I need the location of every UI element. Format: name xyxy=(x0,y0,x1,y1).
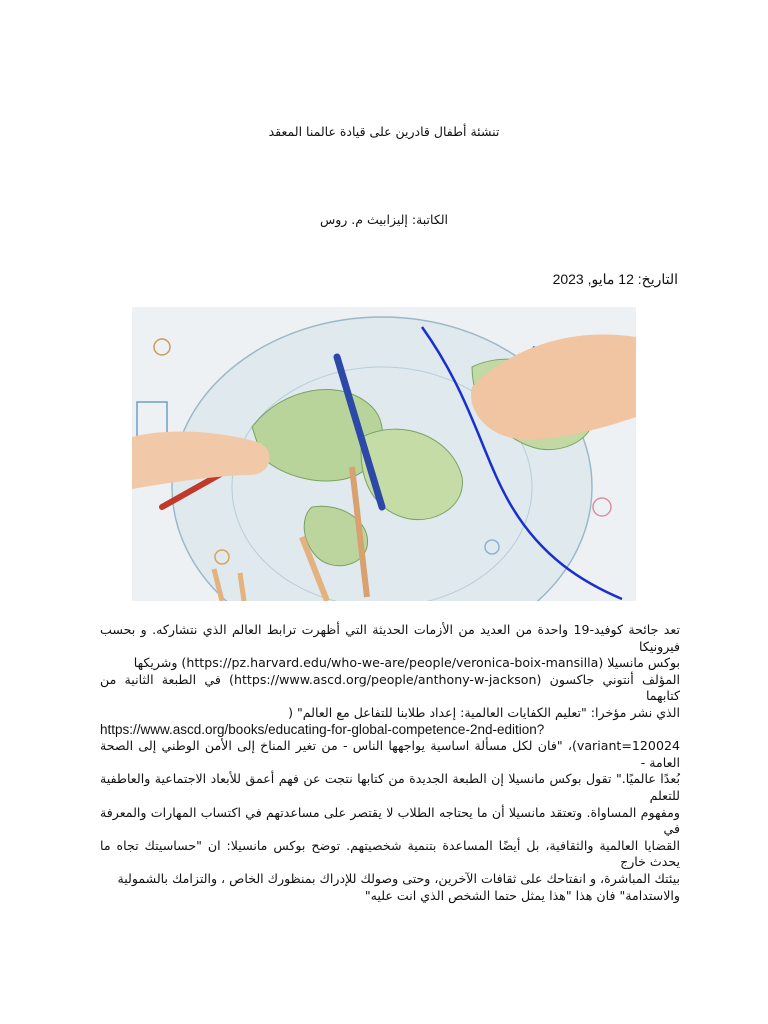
paragraph-line-1: تعد جائحة كوفيد-19 واحدة من العديد من الأزمات الحديثة التي أظهرت ترابط العالم الذي نتشاركه. و بحسب فيرونيكا xyxy=(100,622,681,654)
author-line: الكاتبة: إليزابيث م. روس xyxy=(319,212,449,227)
paragraph-line-10: بيئتك المباشرة، و انفتاحك على ثقافات الآخرين، وحتى وصولك للإدراك بمنظورك الخاص ، والتزامك بالشمولية xyxy=(117,870,680,886)
paragraph-line-3: المؤلف أنتوني جاكسون (https://www.ascd.org/people/anthony-w-jackson) في الطبعة الثانية من كتابهما xyxy=(100,671,680,704)
paragraph-line-4: الذي نشر مؤخرا: "تعليم الكفايات العالمية: إعداد طلابنا للتفاعل مع العالم" ( xyxy=(288,704,680,720)
paragraph-line-6: variant=120024)، "فان لكل مسألة اساسية يواجهها الناس - من تغير المناخ إلى الأمن الوطني إلى الصحة العامة - xyxy=(100,738,680,770)
paragraph-line-11: والاستدامة" فان هذا "هذا يمثل حتما الشخص الذي انت عليه" xyxy=(364,887,680,903)
paragraph-line-7: بُعدًا عالميًا." تقول بوكس مانسيلا إن الطبعة الجديدة من كتابها نتجت عن فهم أعمق للأبعاد الاجتماعية والعاطفية للتعلم xyxy=(100,771,680,803)
date-line: التاريخ: 12 مايو, 2023 xyxy=(552,271,678,287)
children-drawing-world-map-photo xyxy=(132,307,636,601)
paragraph-line-5[interactable]: https://www.ascd.org/books/educating-for-global-competence-2nd-edition? xyxy=(100,721,545,737)
article-paragraph xyxy=(100,622,680,904)
document-title: تنشئة أطفال قادرين على قيادة عالمنا المعقد xyxy=(268,124,500,139)
paragraph-line-8: ومفهوم المساواة. وتعتقد مانسيلا أن ما يحتاجه الطلاب لا يقتصر على مساعدتهم في اكتساب المهارات والمعرفة في xyxy=(100,804,680,837)
paragraph-line-9: القضايا العالمية والثقافية، بل أيضًا المساعدة بتنمية شخصيتهم. توضح بوكس مانسيلا: ان "حساسيتك تجاه ما يحدث خارج xyxy=(100,837,680,870)
paragraph-line-2: بوكس مانسيلا (https://pz.harvard.edu/who-we-are/people/veronica-boix-mansilla) وشريكها xyxy=(133,655,680,671)
